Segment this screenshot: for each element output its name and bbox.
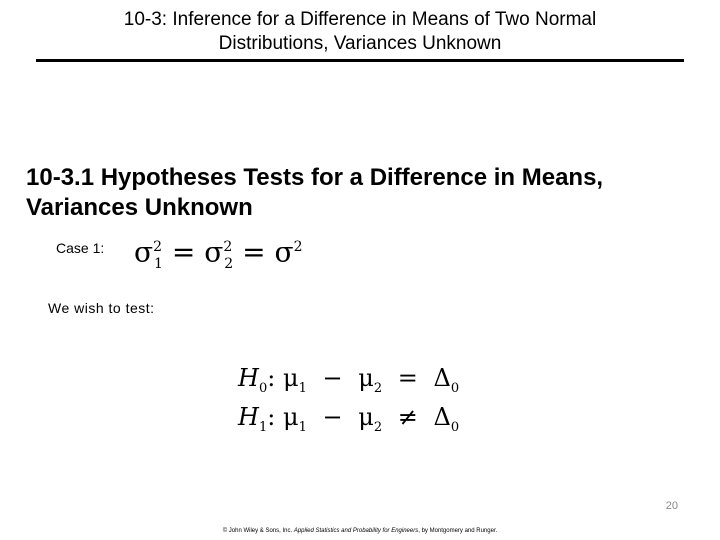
wish-to-test-label: We wish to test: xyxy=(48,300,155,316)
case-label: Case 1: xyxy=(56,240,105,256)
section-heading xyxy=(26,163,686,223)
footer-book-title: Applied Statistics and Probability for Engineers xyxy=(293,528,419,534)
slide-title-line1: 10-3: Inference for a Difference in Means of Two Normal xyxy=(123,9,597,30)
section-heading-line1: 10-3.1 Hypotheses Tests for a Difference in Means, xyxy=(26,164,604,191)
title-divider xyxy=(36,59,684,62)
alternative-hypothesis: $H_1$: $\mu_1 - \mu_2 \ne \Delta_0$ xyxy=(238,402,460,435)
variance-equality-formula: $\sigma^2_1 = \sigma^2_2 = \sigma^2$ xyxy=(134,235,303,272)
page-number: 20 xyxy=(665,500,678,512)
footer-suffix: , by Montgomery and Runger. xyxy=(418,528,498,534)
slide-title xyxy=(40,8,680,56)
null-hypothesis: $H_0$: $\mu_1 - \mu_2 = \Delta_0$ xyxy=(238,364,460,396)
slide-title-line2: Distributions, Variances Unknown xyxy=(218,33,502,54)
copyright-footer xyxy=(0,528,720,534)
hypotheses-block xyxy=(238,364,459,442)
section-heading-line2: Variances Unknown xyxy=(26,194,253,221)
footer-prefix: © John Wiley & Sons, Inc. xyxy=(222,528,294,534)
